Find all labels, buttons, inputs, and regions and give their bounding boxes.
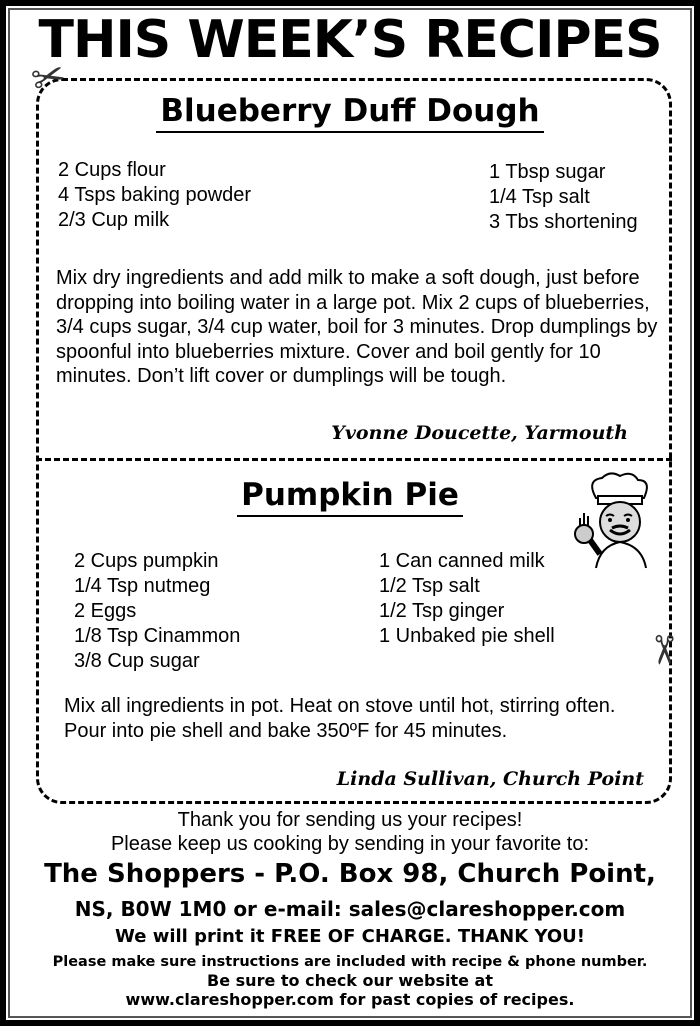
ingredient: 2 Cups flour [58, 159, 166, 181]
footer-website-link: www.clareshopper.com for past copies of recipes. [125, 990, 575, 1009]
ingredient: 1 Tbsp sugar [489, 161, 606, 183]
footer-instructions-note: Please make sure instructions are included with recipe & phone number. [52, 954, 648, 970]
recipe-author: Yvonne Doucette, Yarmouth [331, 422, 628, 444]
ingredient: 1/8 Tsp Cinammon [74, 625, 241, 647]
ingredient: 1/4 Tsp salt [489, 186, 590, 208]
ingredient: 3 Tbs shortening [489, 211, 638, 233]
ingredient: 1/2 Tsp salt [379, 575, 480, 597]
footer-free-notice: We will print it FREE OF CHARGE. THANK YOU! [115, 926, 585, 947]
page-title: THIS WEEK’S RECIPES [38, 10, 662, 70]
ingredient: 3/8 Cup sugar [74, 650, 200, 672]
footer-contact: NS, B0W 1M0 or e-mail: sales@clareshopper.com [74, 897, 626, 921]
ingredient: 1 Can canned milk [379, 550, 545, 572]
ingredients-left [58, 158, 251, 233]
recipe-instructions: Mix dry ingredients and add milk to make a soft dough, just before dropping into boiling water in a large pot. Mix 2 cups of blueberries, 3/4 cups sugar, 3/4 cup water, boil for 3 minutes. Drop dumplings by spoonful into blueberries mixture. Cover and boil gently for 10 minutes. Don’t lift cover or dumplings will be tough. [56, 267, 658, 387]
scissors-icon: ✂ [26, 52, 71, 104]
ingredient: 2/3 Cup milk [58, 209, 170, 231]
recipe-divider [36, 458, 672, 461]
ingredient: 2 Eggs [74, 600, 137, 622]
ingredients-right [489, 160, 638, 235]
recipe-instructions: Mix all ingredients in pot. Heat on stove until hot, stirring often. Pour into pie shell and bake 350ºF for 45 minutes. [64, 695, 616, 742]
ingredient: 1 Unbaked pie shell [379, 625, 555, 647]
footer-address: The Shoppers - P.O. Box 98, Church Point, [44, 859, 656, 889]
ingredient: 1/2 Tsp ginger [379, 600, 505, 622]
recipe-author: Linda Sullivan, Church Point [336, 768, 644, 790]
ingredients-left [74, 549, 240, 674]
footer-request: Please keep us cooking by sending in your favorite to: [110, 833, 590, 855]
scissors-icon: ✂ [640, 633, 685, 667]
recipe-title: Blueberry Duff Dough [6, 92, 694, 130]
ingredient: 1/4 Tsp nutmeg [74, 575, 211, 597]
chef-illustration [566, 470, 662, 570]
ingredients-right [379, 549, 555, 649]
recipe-title: Pumpkin Pie [6, 476, 694, 514]
footer-thanks: Thank you for sending us your recipes! [177, 809, 523, 831]
ingredient: 2 Cups pumpkin [74, 550, 219, 572]
footer-website-note: Be sure to check our website at [207, 971, 493, 990]
ingredient: 4 Tsps baking powder [58, 184, 252, 206]
